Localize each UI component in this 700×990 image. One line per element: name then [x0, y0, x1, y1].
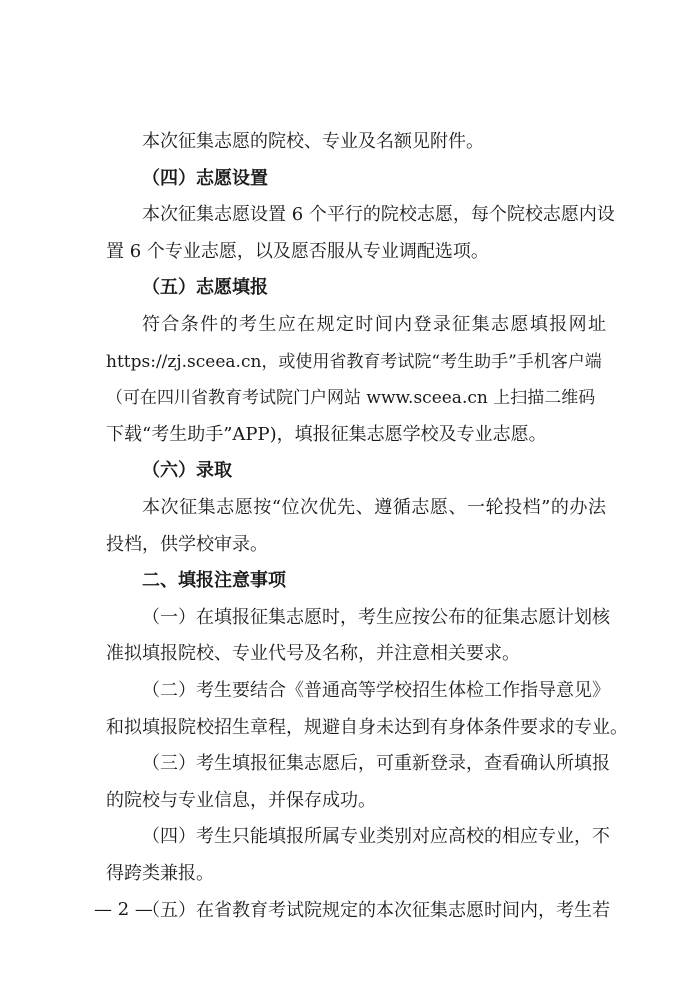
paragraph-line: （二）考生要结合《普通高等学校招生体检工作指导意见》 [142, 680, 610, 701]
page-number: — 2 — [94, 899, 153, 920]
paragraph-line: （三）考生填报征集志愿后，可重新登录，查看确认所填报 [142, 753, 610, 774]
paragraph-line: 本次征集志愿的院校、专业及名额见附件。 [142, 131, 484, 152]
paragraph-line: （可在四川省教育考试院门户网站 www.sceea.cn 上扫描二维码 [106, 388, 596, 408]
section-heading: 二、填报注意事项 [142, 570, 286, 591]
paragraph-line: 下载“考生助手”APP)，填报征集志愿学校及专业志愿。 [106, 424, 547, 445]
paragraph-line: 置 6 个专业志愿，以及愿否服从专业调配选项。 [106, 241, 489, 262]
paragraph-line: https://zj.sceea.cn，或使用省教育考试院“考生助手”手机客户端 [106, 352, 602, 372]
paragraph-line: （四）考生只能填报所属专业类别对应高校的相应专业，不 [142, 826, 610, 847]
paragraph-line: 得跨类兼报。 [106, 863, 214, 884]
paragraph-line: 的院校与专业信息，并保存成功。 [106, 790, 376, 811]
paragraph-line: 符合条件的考生应在规定时间内登录征集志愿填报网址 [142, 314, 606, 335]
section-heading: （六）录取 [142, 460, 232, 481]
paragraph-line: 投档，供学校审录。 [106, 534, 268, 555]
paragraph-line: 本次征集志愿设置 6 个平行的院校志愿，每个院校志愿内设 [142, 204, 615, 225]
paragraph-line: 和拟填报院校招生章程，规避自身未达到有身体条件要求的专业。 [106, 717, 628, 738]
paragraph-line: 准拟填报院校、专业代号及名称，并注意相关要求。 [106, 643, 520, 664]
paragraph-line: （五）在省教育考试院规定的本次征集志愿时间内，考生若 [142, 900, 610, 921]
section-heading: （四）志愿设置 [142, 168, 268, 189]
section-heading: （五）志愿填报 [142, 277, 268, 298]
paragraph-line: （一）在填报征集志愿时，考生应按公布的征集志愿计划核 [142, 607, 610, 628]
paragraph-line: 本次征集志愿按“位次优先、遵循志愿、一轮投档”的办法 [142, 497, 606, 518]
